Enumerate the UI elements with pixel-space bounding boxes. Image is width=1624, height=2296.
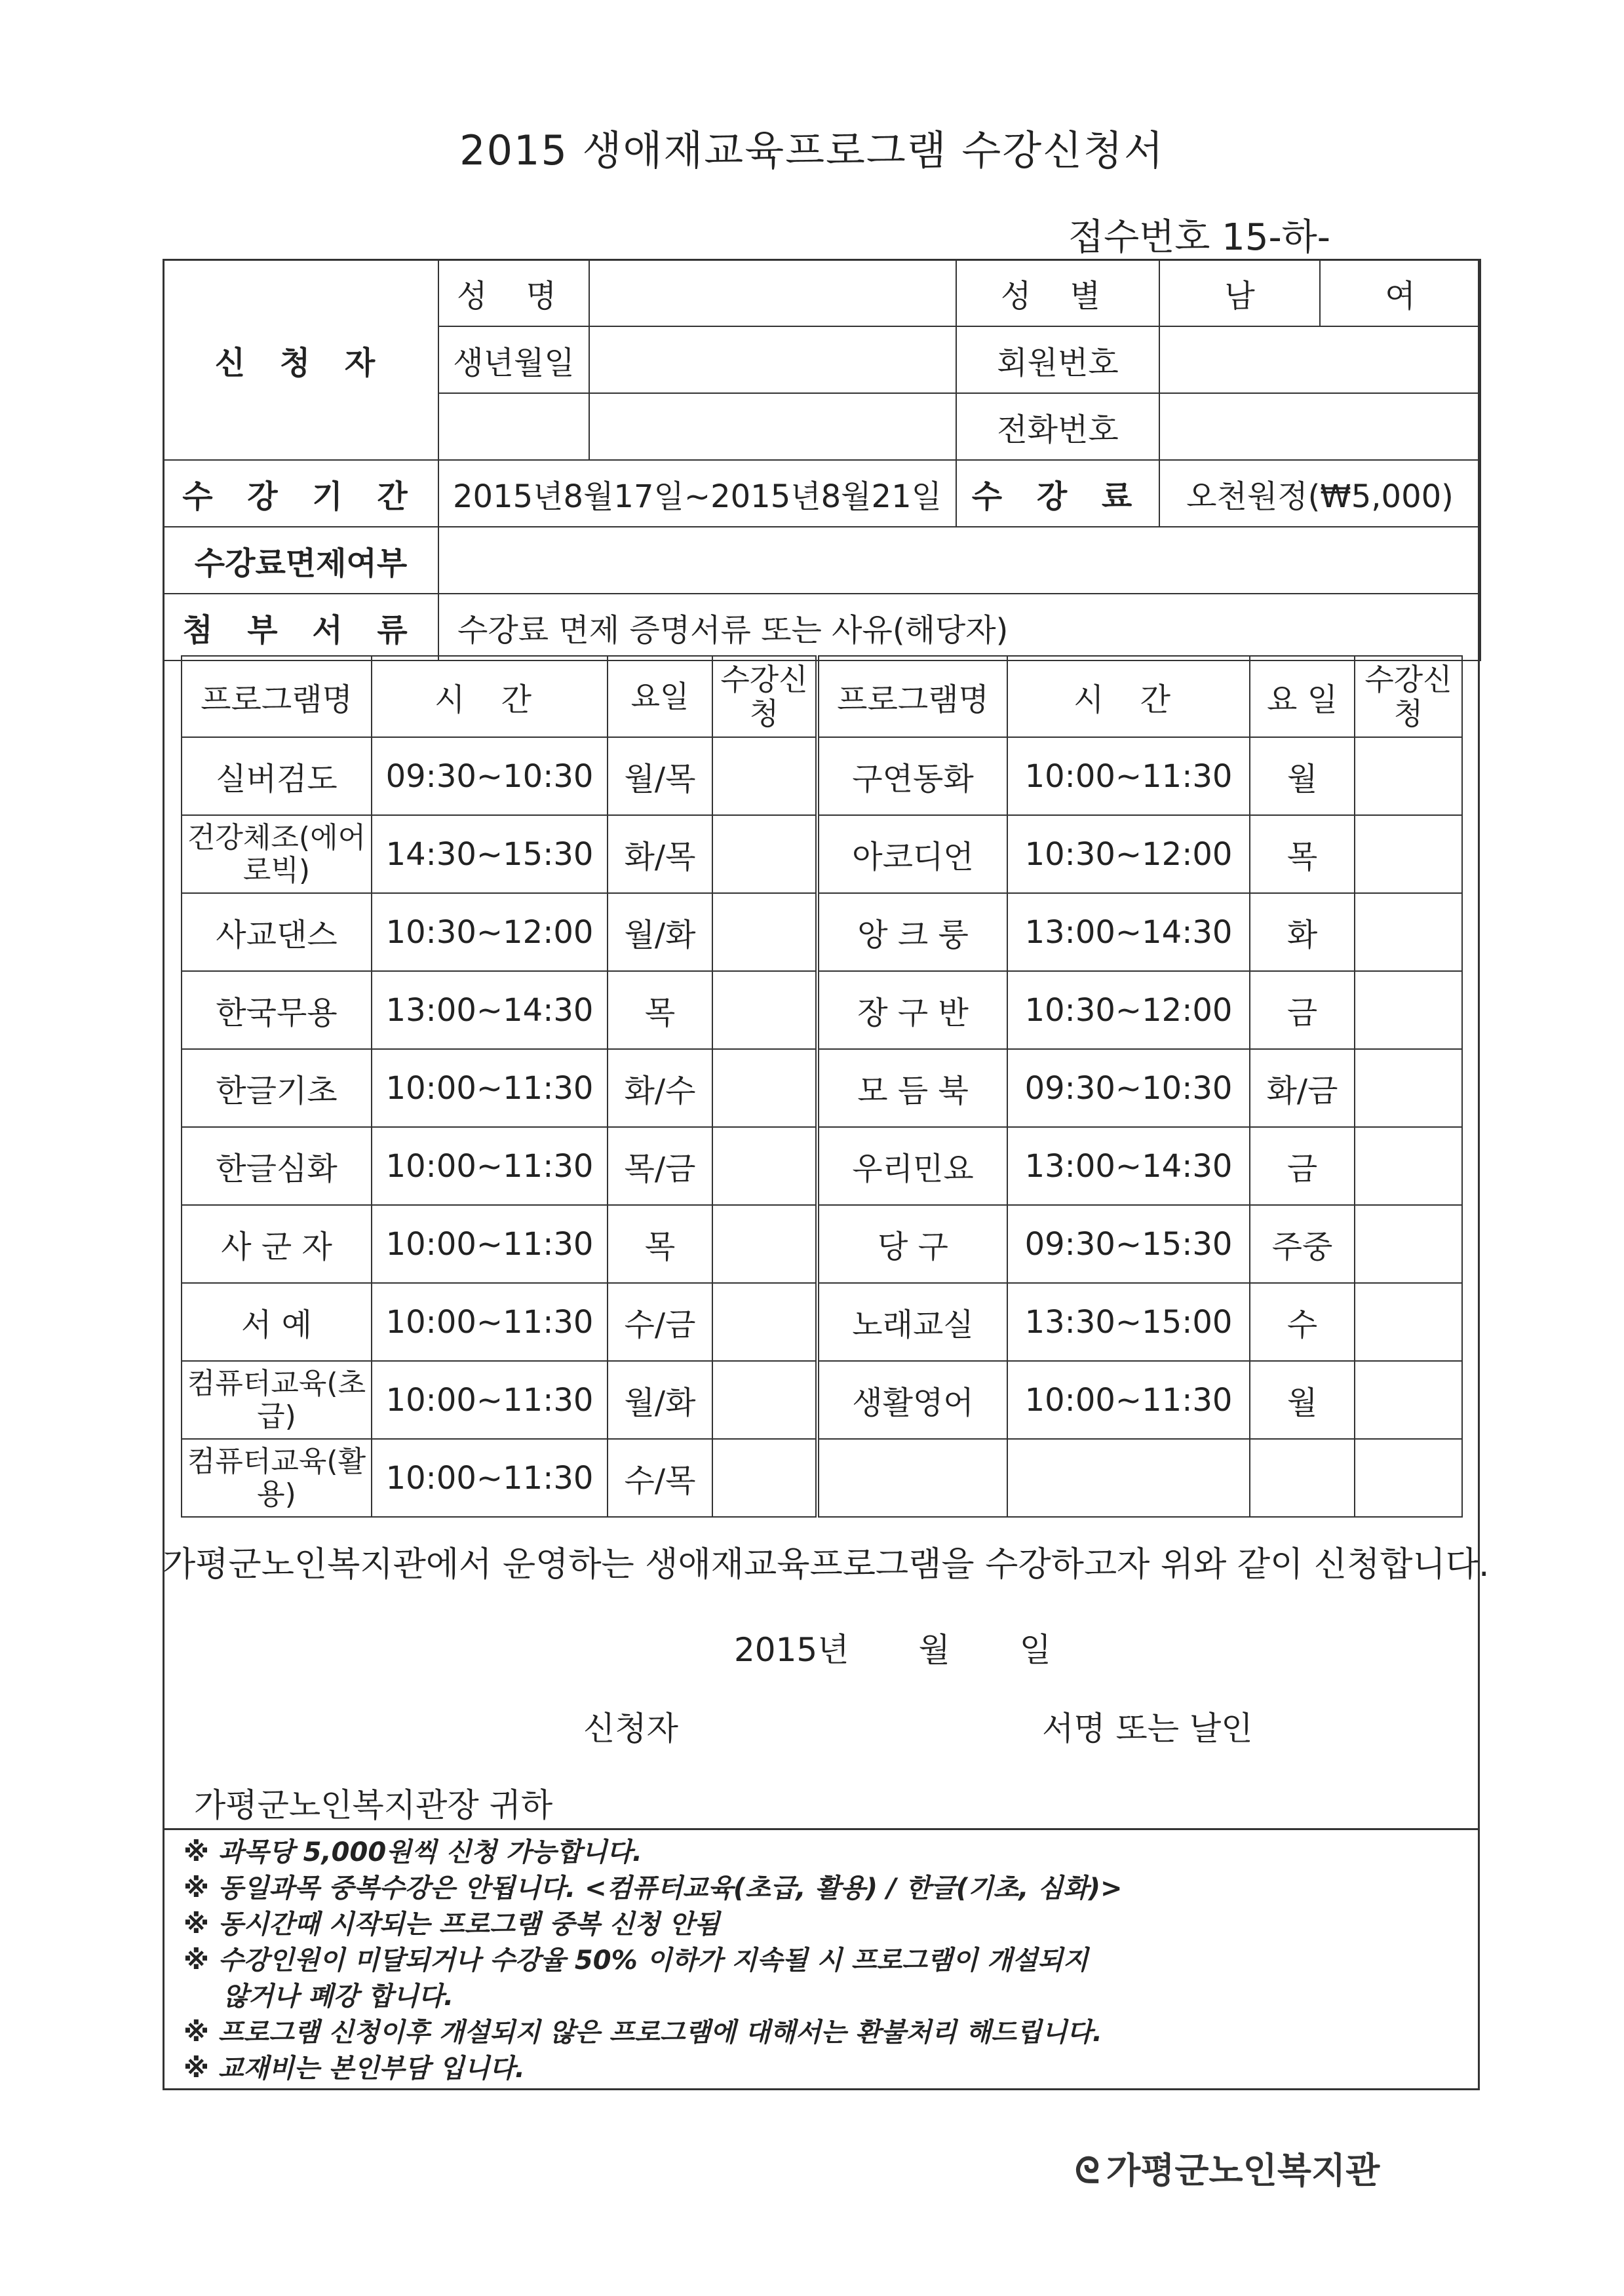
program-time: 10:00~11:30 — [372, 1439, 608, 1517]
member-label: 회원번호 — [956, 326, 1159, 393]
exemption-label: 수강료면제여부 — [163, 527, 438, 594]
note-item: ※ 동일과목 중복수강은 안됩니다. <컴퓨터교육(초급, 활용) / 한글(기초, 심화)> — [184, 1873, 1123, 1904]
header-program-name: 프로그램명 — [817, 656, 1007, 737]
birth-label: 생년월일 — [438, 326, 589, 393]
program-name: 실버검도 — [182, 737, 372, 815]
program-table — [181, 655, 1463, 1518]
apply-checkbox[interactable] — [1355, 893, 1462, 971]
program-name: 구연동화 — [817, 737, 1007, 815]
program-row — [182, 737, 1462, 815]
program-name: 건강체조(에어로빅) — [182, 815, 372, 893]
program-name: 한국무용 — [182, 971, 372, 1049]
program-day: 화 — [1250, 893, 1355, 971]
period-value: 2015년8월17일~2015년8월21일 — [438, 460, 956, 527]
program-time: 10:00~11:30 — [372, 1361, 608, 1439]
signer-label: 신청자 — [583, 1710, 678, 1748]
attach-value: 수강료 면제 증명서류 또는 사유(해당자) — [438, 594, 1480, 660]
program-time: 10:00~11:30 — [1007, 1361, 1250, 1439]
note-item: ※ 프로그램 신청이후 개설되지 않은 프로그램에 대해서는 환불처리 해드립니다. — [184, 2018, 1102, 2048]
header-day: 요일 — [608, 656, 712, 737]
apply-checkbox[interactable] — [1355, 1049, 1462, 1127]
program-row — [182, 1127, 1462, 1205]
apply-checkbox[interactable] — [712, 737, 817, 815]
signature-label: 서명 또는 날인 — [1042, 1710, 1253, 1748]
header-time: 시 간 — [1007, 656, 1250, 737]
program-time: 09:30~10:30 — [372, 737, 608, 815]
program-time: 10:30~12:00 — [372, 893, 608, 971]
gender-male-option[interactable]: 남 — [1159, 259, 1320, 326]
apply-checkbox[interactable] — [1355, 815, 1462, 893]
apply-checkbox[interactable] — [712, 1127, 817, 1205]
program-row — [182, 893, 1462, 971]
program-name: 한글심화 — [182, 1127, 372, 1205]
program-name: 노래교실 — [817, 1283, 1007, 1361]
program-day: 월/화 — [608, 1361, 712, 1439]
apply-checkbox[interactable] — [712, 1049, 817, 1127]
program-day: 수/금 — [608, 1283, 712, 1361]
program-name: 컴퓨터교육(초급) — [182, 1361, 372, 1439]
phone-label: 전화번호 — [956, 393, 1159, 460]
program-name — [817, 1439, 1007, 1517]
note-item: ※ 과목당 5,000원씩 신청 가능합니다. — [184, 1837, 642, 1867]
program-time: 14:30~15:30 — [372, 815, 608, 893]
note-item: ※ 교재비는 본인부담 입니다. — [184, 2054, 525, 2084]
note-item: ※ 동시간때 시작되는 프로그램 중복 신청 안됨 — [184, 1909, 720, 1940]
apply-checkbox[interactable] — [712, 893, 817, 971]
program-name: 앙 크 룽 — [817, 893, 1007, 971]
apply-checkbox[interactable] — [712, 1439, 817, 1517]
program-day: 월 — [1250, 737, 1355, 815]
program-time: 10:00~11:30 — [372, 1283, 608, 1361]
swirl-logo-icon: ᘓ — [1075, 2150, 1100, 2191]
program-name: 한글기초 — [182, 1049, 372, 1127]
apply-checkbox[interactable] — [1355, 1127, 1462, 1205]
apply-checkbox[interactable] — [1355, 737, 1462, 815]
program-day: 수 — [1250, 1283, 1355, 1361]
application-statement: 가평군노인복지관에서 운영하는 생애재교육프로그램을 수강하고자 위와 같이 신청합니다. — [163, 1545, 1490, 1584]
apply-checkbox[interactable] — [1355, 1205, 1462, 1283]
program-row — [182, 1049, 1462, 1127]
note-item: ※ 수강인원이 미달되거나 수강율 50% 이하가 지속될 시 프로그램이 개설되지 — [184, 1945, 1089, 1976]
program-day: 금 — [1250, 971, 1355, 1049]
apply-checkbox[interactable] — [1355, 971, 1462, 1049]
program-time: 10:00~11:30 — [372, 1205, 608, 1283]
date-line — [734, 1624, 1051, 1671]
program-time: 13:00~14:30 — [1007, 1127, 1250, 1205]
program-time: 10:30~12:00 — [1007, 971, 1250, 1049]
date-day: 일 — [1019, 1631, 1051, 1669]
logo-text: 가평군노인복지관 — [1106, 2150, 1380, 2191]
header-day: 요 일 — [1250, 656, 1355, 737]
header-time: 시 간 — [372, 656, 608, 737]
program-day — [1250, 1439, 1355, 1517]
period-label: 수 강 기 간 — [163, 460, 438, 527]
date-month: 월 — [918, 1631, 950, 1669]
apply-checkbox[interactable] — [1355, 1283, 1462, 1361]
fee-label: 수 강 료 — [956, 460, 1159, 527]
note-item: 않거나 폐강 합니다. — [223, 1981, 454, 2012]
program-name: 컴퓨터교육(활용) — [182, 1439, 372, 1517]
apply-checkbox[interactable] — [712, 815, 817, 893]
notes-divider — [163, 1828, 1480, 1830]
program-name: 장 구 반 — [817, 971, 1007, 1049]
program-time — [1007, 1439, 1250, 1517]
program-time: 10:00~11:30 — [372, 1049, 608, 1127]
program-row — [182, 1283, 1462, 1361]
program-day: 월/화 — [608, 893, 712, 971]
fee-value: 오천원정(₩5,000) — [1159, 460, 1480, 527]
notes-list — [184, 1835, 1123, 2087]
apply-checkbox[interactable] — [712, 971, 817, 1049]
gender-label: 성 별 — [956, 259, 1159, 326]
program-day: 목 — [1250, 815, 1355, 893]
program-name: 서 예 — [182, 1283, 372, 1361]
program-day: 주중 — [1250, 1205, 1355, 1283]
program-day: 금 — [1250, 1127, 1355, 1205]
apply-checkbox[interactable] — [712, 1283, 817, 1361]
date-year: 2015년 — [734, 1631, 849, 1669]
recipient: 가평군노인복지관장 귀하 — [194, 1786, 553, 1824]
program-row — [182, 815, 1462, 893]
name-label: 성 명 — [438, 259, 589, 326]
apply-checkbox[interactable] — [1355, 1439, 1462, 1517]
applicant-section-label: 신 청 자 — [163, 259, 438, 460]
program-day: 목/금 — [608, 1127, 712, 1205]
program-name: 우리민요 — [817, 1127, 1007, 1205]
program-name: 생활영어 — [817, 1361, 1007, 1439]
program-day: 목 — [608, 971, 712, 1049]
program-day: 월 — [1250, 1361, 1355, 1439]
institution-logo — [1075, 2143, 1380, 2193]
program-time: 10:00~11:30 — [1007, 737, 1250, 815]
program-row — [182, 1439, 1462, 1517]
program-row — [182, 1205, 1462, 1283]
program-name: 사 군 자 — [182, 1205, 372, 1283]
program-day: 월/목 — [608, 737, 712, 815]
program-row — [182, 1361, 1462, 1439]
program-day: 수/목 — [608, 1439, 712, 1517]
program-name: 모 듬 북 — [817, 1049, 1007, 1127]
gender-female-option[interactable]: 여 — [1320, 259, 1480, 326]
program-time: 09:30~10:30 — [1007, 1049, 1250, 1127]
header-program-name: 프로그램명 — [182, 656, 372, 737]
program-time: 13:30~15:00 — [1007, 1283, 1250, 1361]
program-day: 화/목 — [608, 815, 712, 893]
attach-label: 첨 부 서 류 — [163, 594, 438, 660]
header-apply: 수강신청 — [712, 656, 817, 737]
program-row — [182, 971, 1462, 1049]
program-time: 09:30~15:30 — [1007, 1205, 1250, 1283]
receipt-number: 접수번호 15-하- — [1068, 216, 1330, 259]
header-apply: 수강신청 — [1355, 656, 1462, 737]
program-time: 13:00~14:30 — [1007, 893, 1250, 971]
apply-checkbox[interactable] — [712, 1205, 817, 1283]
program-time: 10:00~11:30 — [372, 1127, 608, 1205]
program-day: 목 — [608, 1205, 712, 1283]
apply-checkbox[interactable] — [1355, 1361, 1462, 1439]
program-name: 아코디언 — [817, 815, 1007, 893]
program-day: 화/수 — [608, 1049, 712, 1127]
page-title: 2015 생애재교육프로그램 수강신청서 — [459, 126, 1165, 174]
program-name: 당 구 — [817, 1205, 1007, 1283]
program-time: 13:00~14:30 — [372, 971, 608, 1049]
program-name: 사교댄스 — [182, 893, 372, 971]
program-day: 화/금 — [1250, 1049, 1355, 1127]
program-time: 10:30~12:00 — [1007, 815, 1250, 893]
apply-checkbox[interactable] — [712, 1361, 817, 1439]
